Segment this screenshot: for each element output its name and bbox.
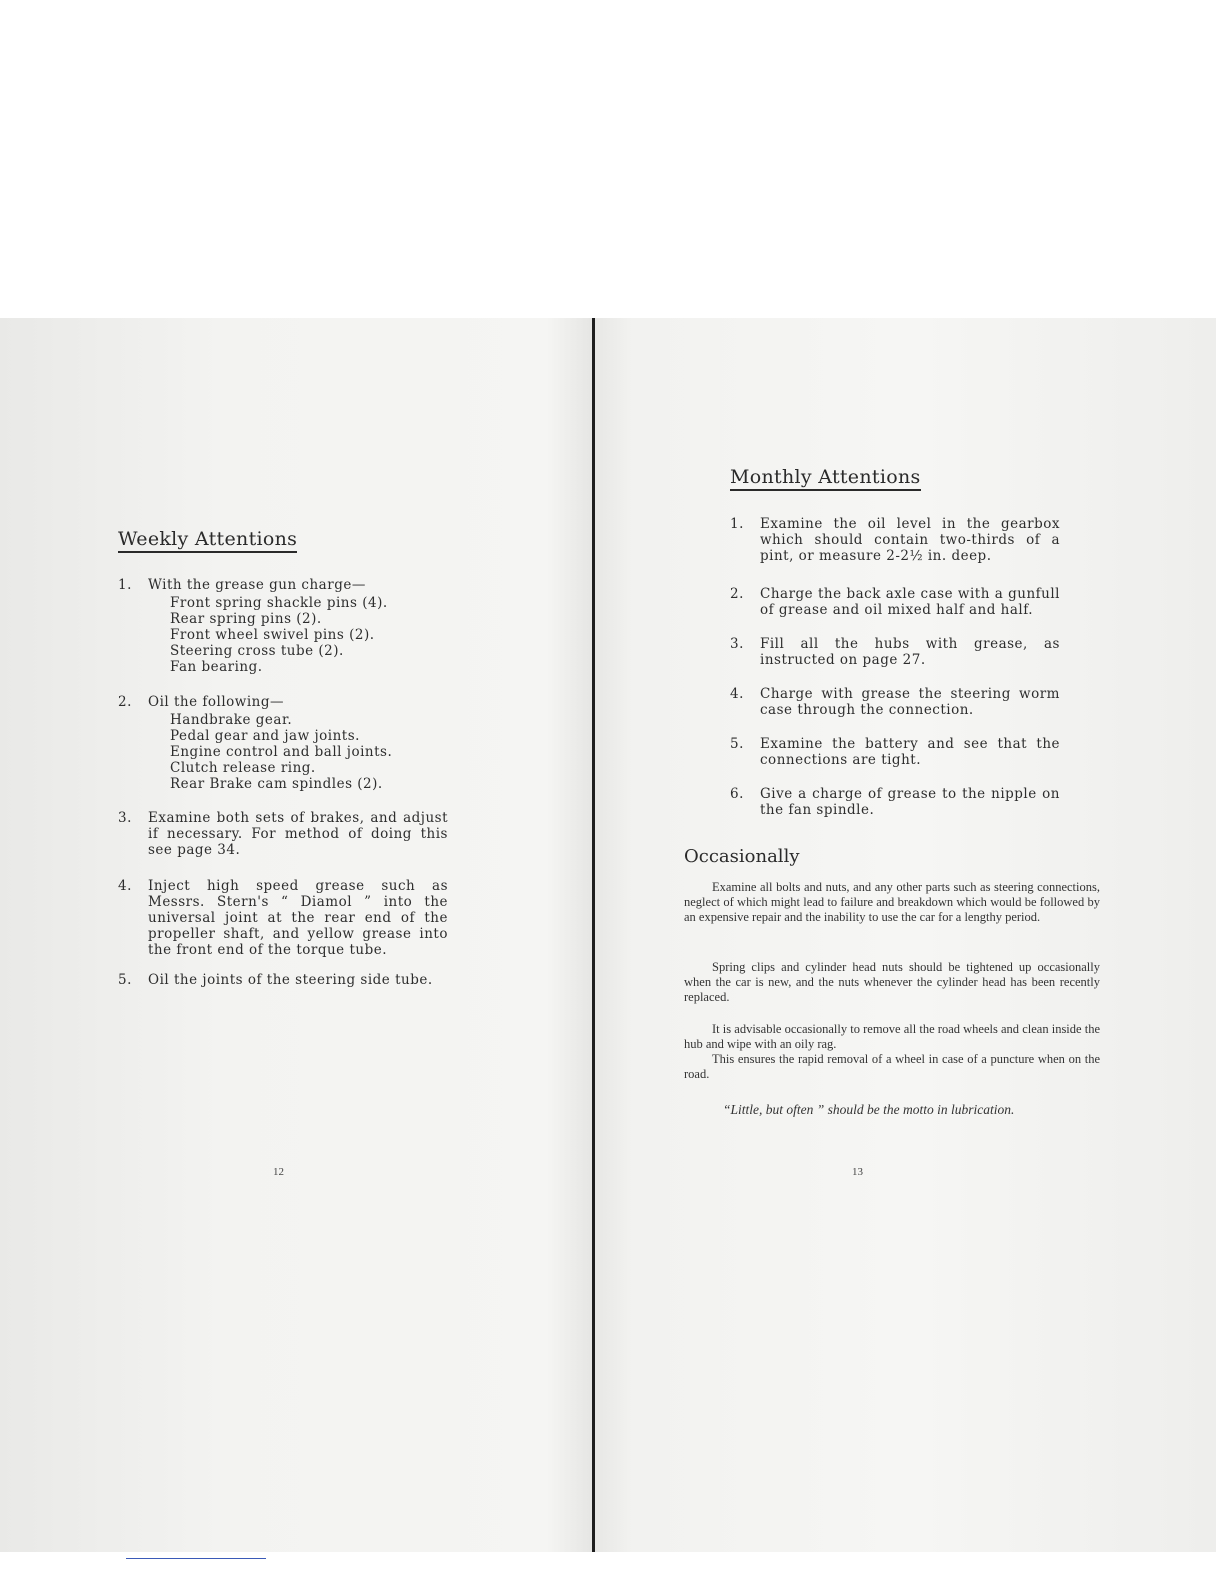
- left-page: [0, 318, 592, 1552]
- item-text: Examine the battery and see that the connections are tight.: [760, 736, 1060, 768]
- item-text: Oil the joints of the steering side tube.: [148, 972, 433, 988]
- occasionally-paragraph: Examine all bolts and nuts, and any other parts such as steering connections, neglect of which might lead to failure and breakdown which would be followed by an expensive repair and the inability to use the car for a lengthy period.: [684, 880, 1100, 924]
- occasionally-paragraph: It is advisable occasionally to remove all the road wheels and clean inside the hub and wipe with an oily rag.: [684, 1022, 1100, 1051]
- item-number: 2.: [118, 694, 132, 710]
- subitem: Fan bearing.: [170, 659, 263, 675]
- subitem: Pedal gear and jaw joints.: [170, 728, 360, 744]
- item-text: With the grease gun charge—: [148, 577, 366, 593]
- subitem: Front wheel swivel pins (2).: [170, 627, 375, 643]
- item-number: 6.: [730, 786, 744, 802]
- item-text: Oil the following—: [148, 694, 284, 710]
- occasionally-heading: Occasionally: [684, 846, 800, 867]
- monthly-attentions-heading: Monthly Attentions: [730, 466, 921, 491]
- link-underline: [126, 1558, 266, 1559]
- subitem: Steering cross tube (2).: [170, 643, 344, 659]
- subitem: Clutch release ring.: [170, 760, 316, 776]
- weekly-attentions-heading: Weekly Attentions: [118, 528, 297, 553]
- page-number: 12: [273, 1166, 284, 1178]
- item-number: 1.: [118, 577, 132, 593]
- item-number: 5.: [118, 972, 132, 988]
- item-number: 5.: [730, 736, 744, 752]
- item-number: 2.: [730, 586, 744, 602]
- lubrication-motto: “Little, but often ” should be the motto in lubrication.: [723, 1102, 1015, 1117]
- subitem: Rear spring pins (2).: [170, 611, 322, 627]
- occasionally-paragraph: Spring clips and cylinder head nuts should be tightened up occasionally when the car is new, and the nuts whenever the cylinder head has been recently replaced.: [684, 960, 1100, 1004]
- occasionally-paragraph: This ensures the rapid removal of a wheel in case of a puncture when on the road.: [684, 1052, 1100, 1081]
- item-number: 3.: [118, 810, 132, 826]
- item-text: Examine the oil level in the gearbox which should contain two-thirds of a pint, or measure 2-2½ in. deep.: [760, 516, 1060, 564]
- item-text: Charge the back axle case with a gunfull of grease and oil mixed half and half.: [760, 586, 1060, 618]
- book-spread: [0, 318, 1216, 1552]
- item-text: Give a charge of grease to the nipple on the fan spindle.: [760, 786, 1060, 818]
- subitem: Engine control and ball joints.: [170, 744, 393, 760]
- page-number: 13: [852, 1166, 863, 1178]
- item-number: 1.: [730, 516, 744, 532]
- item-text: Examine both sets of brakes, and adjust if necessary. For method of doing this see page 34.: [148, 810, 448, 858]
- subitem: Rear Brake cam spindles (2).: [170, 776, 383, 792]
- subitem: Handbrake gear.: [170, 712, 293, 728]
- item-text: Fill all the hubs with grease, as instructed on page 27.: [760, 636, 1060, 668]
- item-text: Charge with grease the steering worm case through the connection.: [760, 686, 1060, 718]
- item-number: 4.: [730, 686, 744, 702]
- subitem: Front spring shackle pins (4).: [170, 595, 388, 611]
- item-text: Inject high speed grease such as Messrs. Stern's “ Diamol ” into the universal joint at the rear end of the propeller shaft, and yellow grease into the front end of the torque tube.: [148, 878, 448, 958]
- right-page: [595, 318, 1216, 1552]
- item-number: 3.: [730, 636, 744, 652]
- item-number: 4.: [118, 878, 132, 894]
